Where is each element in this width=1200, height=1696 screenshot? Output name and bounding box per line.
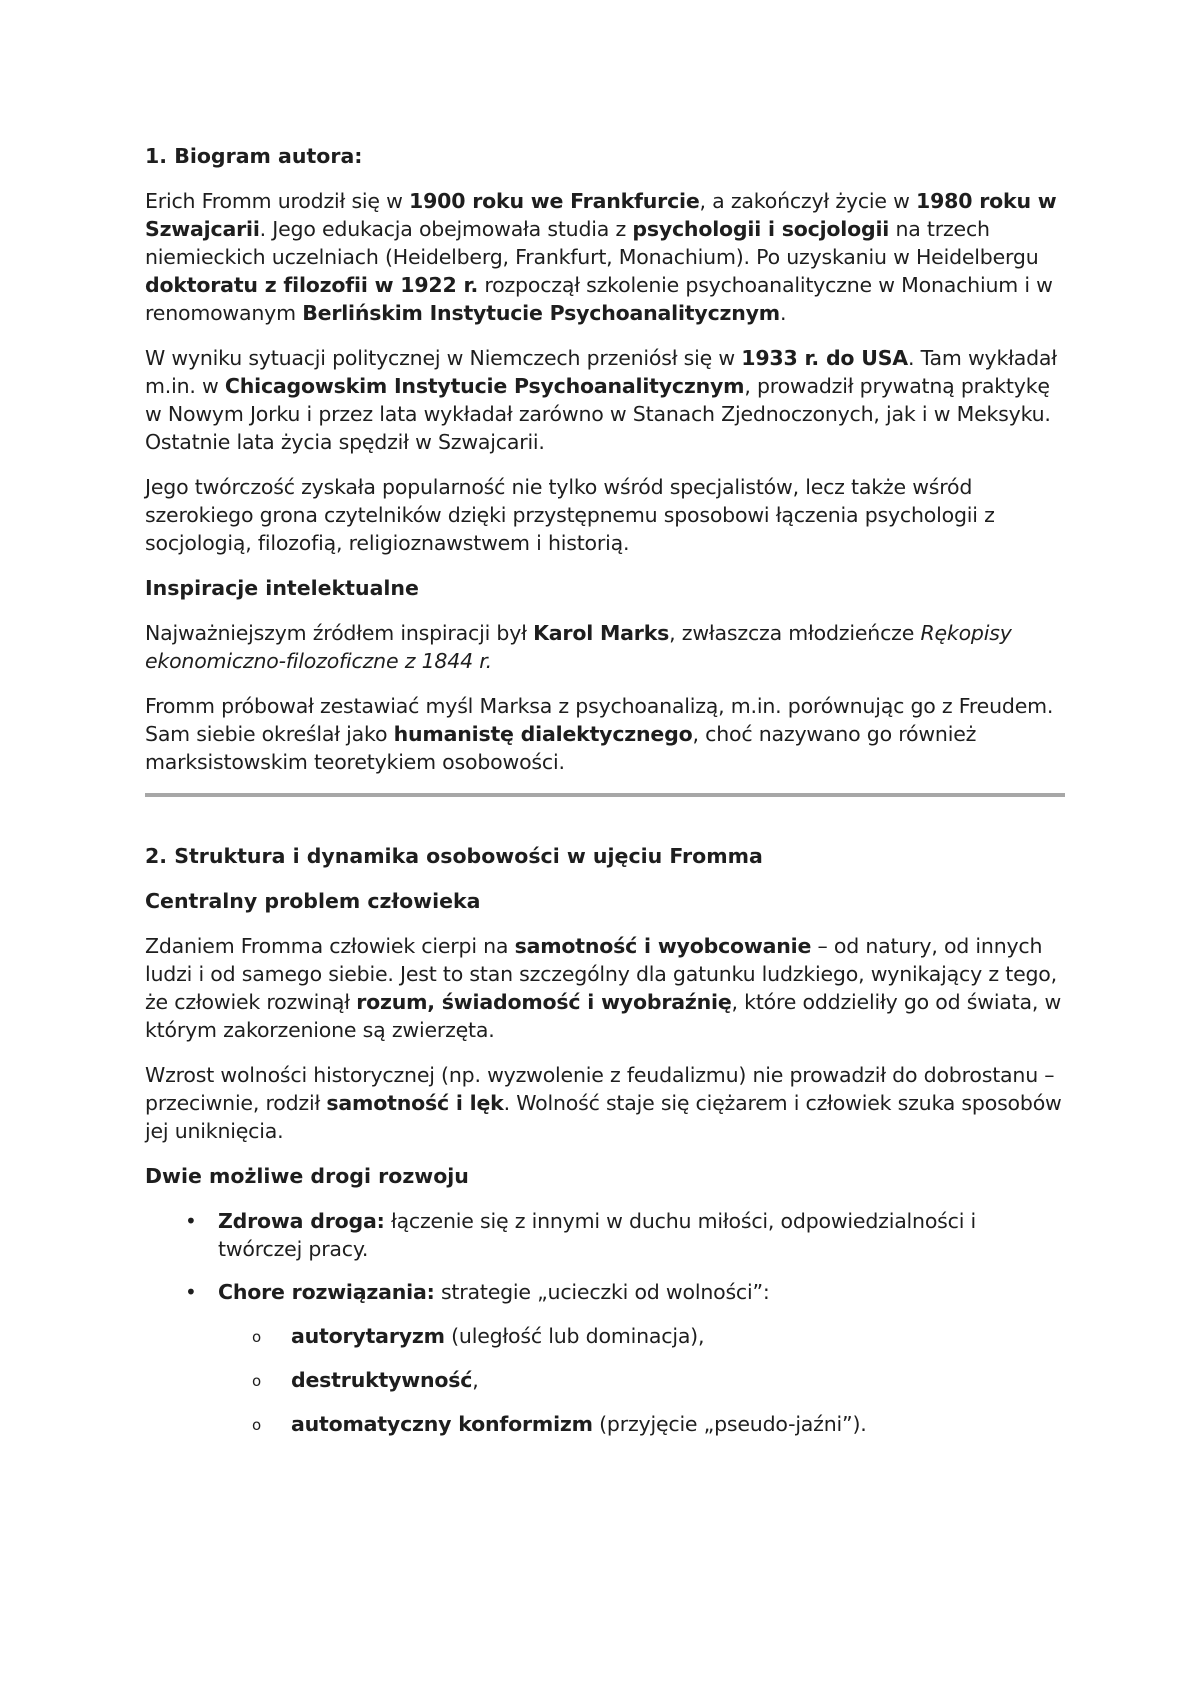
list-item [218,1410,1065,1438]
bold-text: autorytaryzm [291,1324,445,1348]
bold-text: rozum, świadomość i wyobraźnię [356,990,732,1014]
bullet-icon: • [185,1209,197,1233]
text: strategie „ucieczki od wolności”: [434,1280,770,1304]
section-1-heading: 1. Biogram autora: [145,144,363,168]
text: . Wolność staje się ciężarem i człowiek szuka sposobów jej uniknięcia. [145,1091,1062,1143]
list-item [145,1207,1065,1263]
bold-text: Zdrowa droga: [218,1209,385,1233]
italic-title: Rękopisy ekonomiczno-filozoficzne z 1844 r. [145,621,1012,673]
text: , które oddzieliły go od świata, w którym zakorzenione są zwierzęta. [145,990,1062,1042]
escape-strategies-list [218,1322,1065,1438]
bullet-icon: • [185,1280,197,1304]
text: , prowadził prywatną praktykę w Nowym Jorku i przez lata wykładał zarówno w Stanach Zjednoczonych, jak i w Meksyku. Ostatnie lata życia spędził w Szwajcarii. [145,374,1051,454]
bold-text: Berlińskim Instytucie Psychoanalitycznym [302,301,780,325]
biography-paragraph-2 [145,344,1065,456]
bold-text: samotność i lęk [326,1091,504,1115]
text: , zwłaszcza młodzieńcze [669,621,921,645]
bold-text: samotność i wyobcowanie [514,934,812,958]
text: na trzech niemieckich uczelniach (Heidelberg, Frankfurt, Monachium). Po uzyskaniu w Heidelbergu [145,217,1039,269]
inspirations-paragraph-1 [145,619,1065,675]
text: – od natury, od innych ludzi i od samego siebie. Jest to stan szczególny dla gatunku ludzkiego, wynikający z tego, że człowiek rozwinął [145,934,1057,1014]
inspirations-paragraph-2 [145,692,1065,776]
circle-bullet-icon: o [252,1372,261,1390]
bold-text: Karol Marks [533,621,670,645]
central-problem-subheading: Centralny problem człowieka [145,889,481,913]
text: . Jego edukacja obejmowała studia z [259,217,633,241]
bold-text: Chore rozwiązania: [218,1280,435,1304]
horizontal-divider [145,793,1065,797]
section-2-heading: 2. Struktura i dynamika osobowości w ujęciu Fromma [145,844,763,868]
bold-text: 1933 r. do USA [741,346,908,370]
text: Wzrost wolności historycznej (np. wyzwolenie z feudalizmu) nie prowadził do dobrostanu – przeciwnie, rodził [145,1063,1055,1115]
text: , choć nazywano go również marksistowskim teoretykiem osobowości. [145,722,977,774]
list-item [145,1278,1065,1438]
text: (przyjęcie „pseudo-jaźni”). [592,1412,867,1436]
list-item [218,1322,1065,1350]
development-paths-subheading: Dwie możliwe drogi rozwoju [145,1164,469,1188]
text: (uległość lub dominacja), [444,1324,705,1348]
central-problem-paragraph-1 [145,932,1065,1044]
bold-text: 1980 roku w Szwajcarii [145,189,1057,241]
bold-text: humanistę dialektycznego [393,722,693,746]
text: rozpoczął szkolenie psychoanalityczne w Monachium i w renomowanym [145,273,1053,325]
biography-paragraph-3: Jego twórczość zyskała popularność nie tylko wśród specjalistów, lecz także wśród szerokiego grona czytelników dzięki przystępnemu sposobowi łączenia psychologii z socjologią, filozofią, religioznawstwem i historią. [145,475,995,555]
circle-bullet-icon: o [252,1328,261,1346]
text: . [779,301,787,325]
inspirations-subheading: Inspiracje intelektualne [145,576,419,600]
bold-text: 1900 roku we Frankfurcie [409,189,700,213]
bold-text: doktoratu z filozofii w 1922 r. [145,273,479,297]
text: . Tam wykładał m.in. w [145,346,1057,398]
biography-paragraph-1 [145,187,1065,327]
bold-text: automatyczny konformizm [291,1412,593,1436]
text: Najważniejszym źródłem inspiracji był [145,621,534,645]
list-item [218,1366,1065,1394]
text: Zdaniem Fromma człowiek cierpi na [145,934,515,958]
circle-bullet-icon: o [252,1416,261,1434]
text: Fromm próbował zestawiać myśl Marksa z psychoanalizą, m.in. porównując go z Freudem. Sam siebie określał jako [145,694,1054,746]
development-paths-list [145,1207,1065,1438]
text: łączenie się z innymi w duchu miłości, odpowiedzialności i twórczej pracy. [218,1209,977,1261]
bold-text: destruktywność [291,1368,473,1392]
central-problem-paragraph-2 [145,1061,1065,1145]
bold-text: psychologii i socjologii [632,217,890,241]
text: , a zakończył życie w [699,189,917,213]
text: Erich Fromm urodził się w [145,189,410,213]
text: , [472,1368,479,1392]
bold-text: Chicagowskim Instytucie Psychoanalitycznym [224,374,745,398]
text: W wyniku sytuacji politycznej w Niemczech przeniósł się w [145,346,742,370]
